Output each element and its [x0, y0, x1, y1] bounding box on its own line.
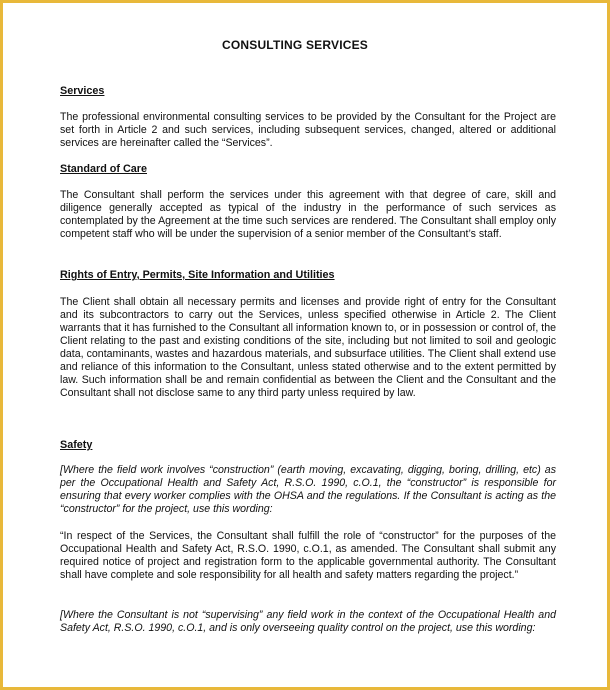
services-paragraph: The professional environmental consulting services to be provided by the Consultant for the Project are set forth in Article 2 and such services, including subsequent services, changed, altered or additional services are hereinafter called the “Services”.	[60, 111, 556, 149]
safety-note-non-supervising: [Where the Consultant is not “supervising” any field work in the context of the Occupational Health and Safety Act, R.S.O. 1990, c.O.1, and is only overseeing quality control on the project, use this wording:	[60, 609, 556, 634]
safety-constructor-clause: “In respect of the Services, the Consultant shall fulfill the role of “constructor” for the purposes of the Occupational Health and Safety Act, R.S.O. 1990, c.O.1, as amended. The Consultant shall submit any required notice of project and registration form to the applicable governmental authority. The Consultant shall have complete and sole responsibility for all health and safety matters regarding the project.”	[60, 530, 556, 581]
safety-note-constructor: [Where the field work involves “construction” (earth moving, excavating, digging, boring, drilling, etc) as per the Occupational Health and Safety Act, R.S.O. 1990, c.O.1, the “constructor” is responsible for ensuring that every worker complies with the OHSA and the regulations. If the Consultant is acting as the “constructor” for the project, use this wording:	[60, 464, 556, 515]
section-heading-standard-of-care: Standard of Care	[60, 163, 147, 175]
section-heading-rights-of-entry: Rights of Entry, Permits, Site Information and Utilities	[60, 269, 335, 281]
document-title: CONSULTING SERVICES	[221, 38, 369, 52]
section-heading-safety: Safety	[60, 439, 93, 451]
document-page	[3, 3, 607, 687]
standard-of-care-paragraph: The Consultant shall perform the services under this agreement with that degree of care, skill and diligence generally accepted as typical of the industry in the performance of such services as contemplated by the Agreement at the time such services are rendered. The Consultant shall employ only competent staff who will be under the supervision of a senior member of the Consultant’s staff.	[60, 189, 556, 240]
section-heading-services: Services	[60, 85, 105, 97]
rights-of-entry-paragraph: The Client shall obtain all necessary permits and licenses and provide right of entry for the Consultant and its subcontractors to carry out the Services, unless specified otherwise in Article 2. The Client warrants that it has furnished to the Consultant all information known to, or in possession or control of, the Client relating to the past and existing conditions of the site, including but not limited to soil and geologic data, contaminants, wastes and hazardous materials, and subsurface utilities. The Client shall extend use and reliance of this information to the Consultant, unless stated otherwise and to the extent permitted by law. Such information shall be and remain confidential as between the Client and the Consultant and the Consultant shall not disclose same to any third party unless required by law.	[60, 296, 556, 399]
